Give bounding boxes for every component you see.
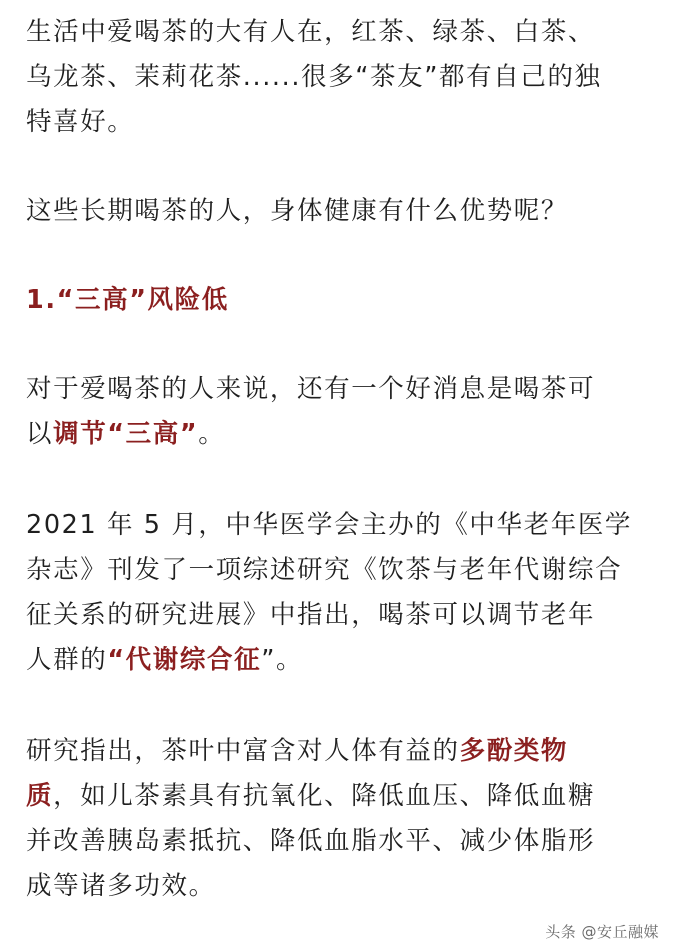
text-line xyxy=(26,638,656,683)
text-segment: 。 xyxy=(198,419,226,449)
text-segment: ，如儿茶素具有抗氧化、降低血压、降低血糖 xyxy=(53,781,596,811)
paragraph-intro xyxy=(26,10,656,145)
article-body xyxy=(26,10,656,909)
paragraph-study xyxy=(26,503,656,683)
text-line: 乌龙茶、茉莉花茶......很多“茶友”都有自己的独 xyxy=(26,62,602,92)
emphasis-text: “代谢综合征 xyxy=(107,645,262,675)
text-line: 特喜好。 xyxy=(26,107,135,137)
text-line: 这些长期喝茶的人，身体健康有什么优势呢？ xyxy=(26,196,569,226)
text-line: 杂志》刊发了一项综述研究《饮茶与老年代谢综合 xyxy=(26,555,623,585)
text-line: 对于爱喝茶的人来说，还有一个好消息是喝茶可 xyxy=(26,374,596,404)
text-line xyxy=(26,729,656,774)
paragraph-polyphenols xyxy=(26,729,656,909)
text-segment: 人群的 xyxy=(26,645,108,675)
paragraph-spacer xyxy=(26,145,656,189)
text-line: 征关系的研究进展》中指出，喝茶可以调节老年 xyxy=(26,600,596,630)
section-heading-text: 1.“三高”风险低 xyxy=(26,285,229,315)
paragraph-spacer xyxy=(26,234,656,278)
text-line xyxy=(26,774,656,819)
paragraph-spacer xyxy=(26,683,656,729)
text-line xyxy=(26,412,656,457)
text-line: 生活中爱喝茶的大有人在，红茶、绿茶、白茶、 xyxy=(26,17,596,47)
paragraph-question xyxy=(26,189,656,234)
section-heading xyxy=(26,278,656,323)
text-segment: ”。 xyxy=(261,645,304,675)
paragraph-spacer xyxy=(26,457,656,503)
source-watermark: 头条 @安丘融媒 xyxy=(545,923,659,941)
emphasis-text: 质 xyxy=(26,781,54,811)
emphasis-text: 多酚类物 xyxy=(459,736,569,766)
text-line: 成等诸多功效。 xyxy=(26,871,216,901)
paragraph-spacer xyxy=(26,323,656,367)
text-segment: 研究指出，茶叶中富含对人体有益的 xyxy=(26,736,460,766)
text-line: 2021 年 5 月，中华医学会主办的《中华老年医学 xyxy=(26,510,633,540)
emphasis-text: 调节“三高” xyxy=(53,419,199,449)
text-line: 并改善胰岛素抵抗、降低血脂水平、减少体脂形 xyxy=(26,826,596,856)
text-segment: 以 xyxy=(26,419,54,449)
paragraph-three-highs xyxy=(26,367,656,457)
